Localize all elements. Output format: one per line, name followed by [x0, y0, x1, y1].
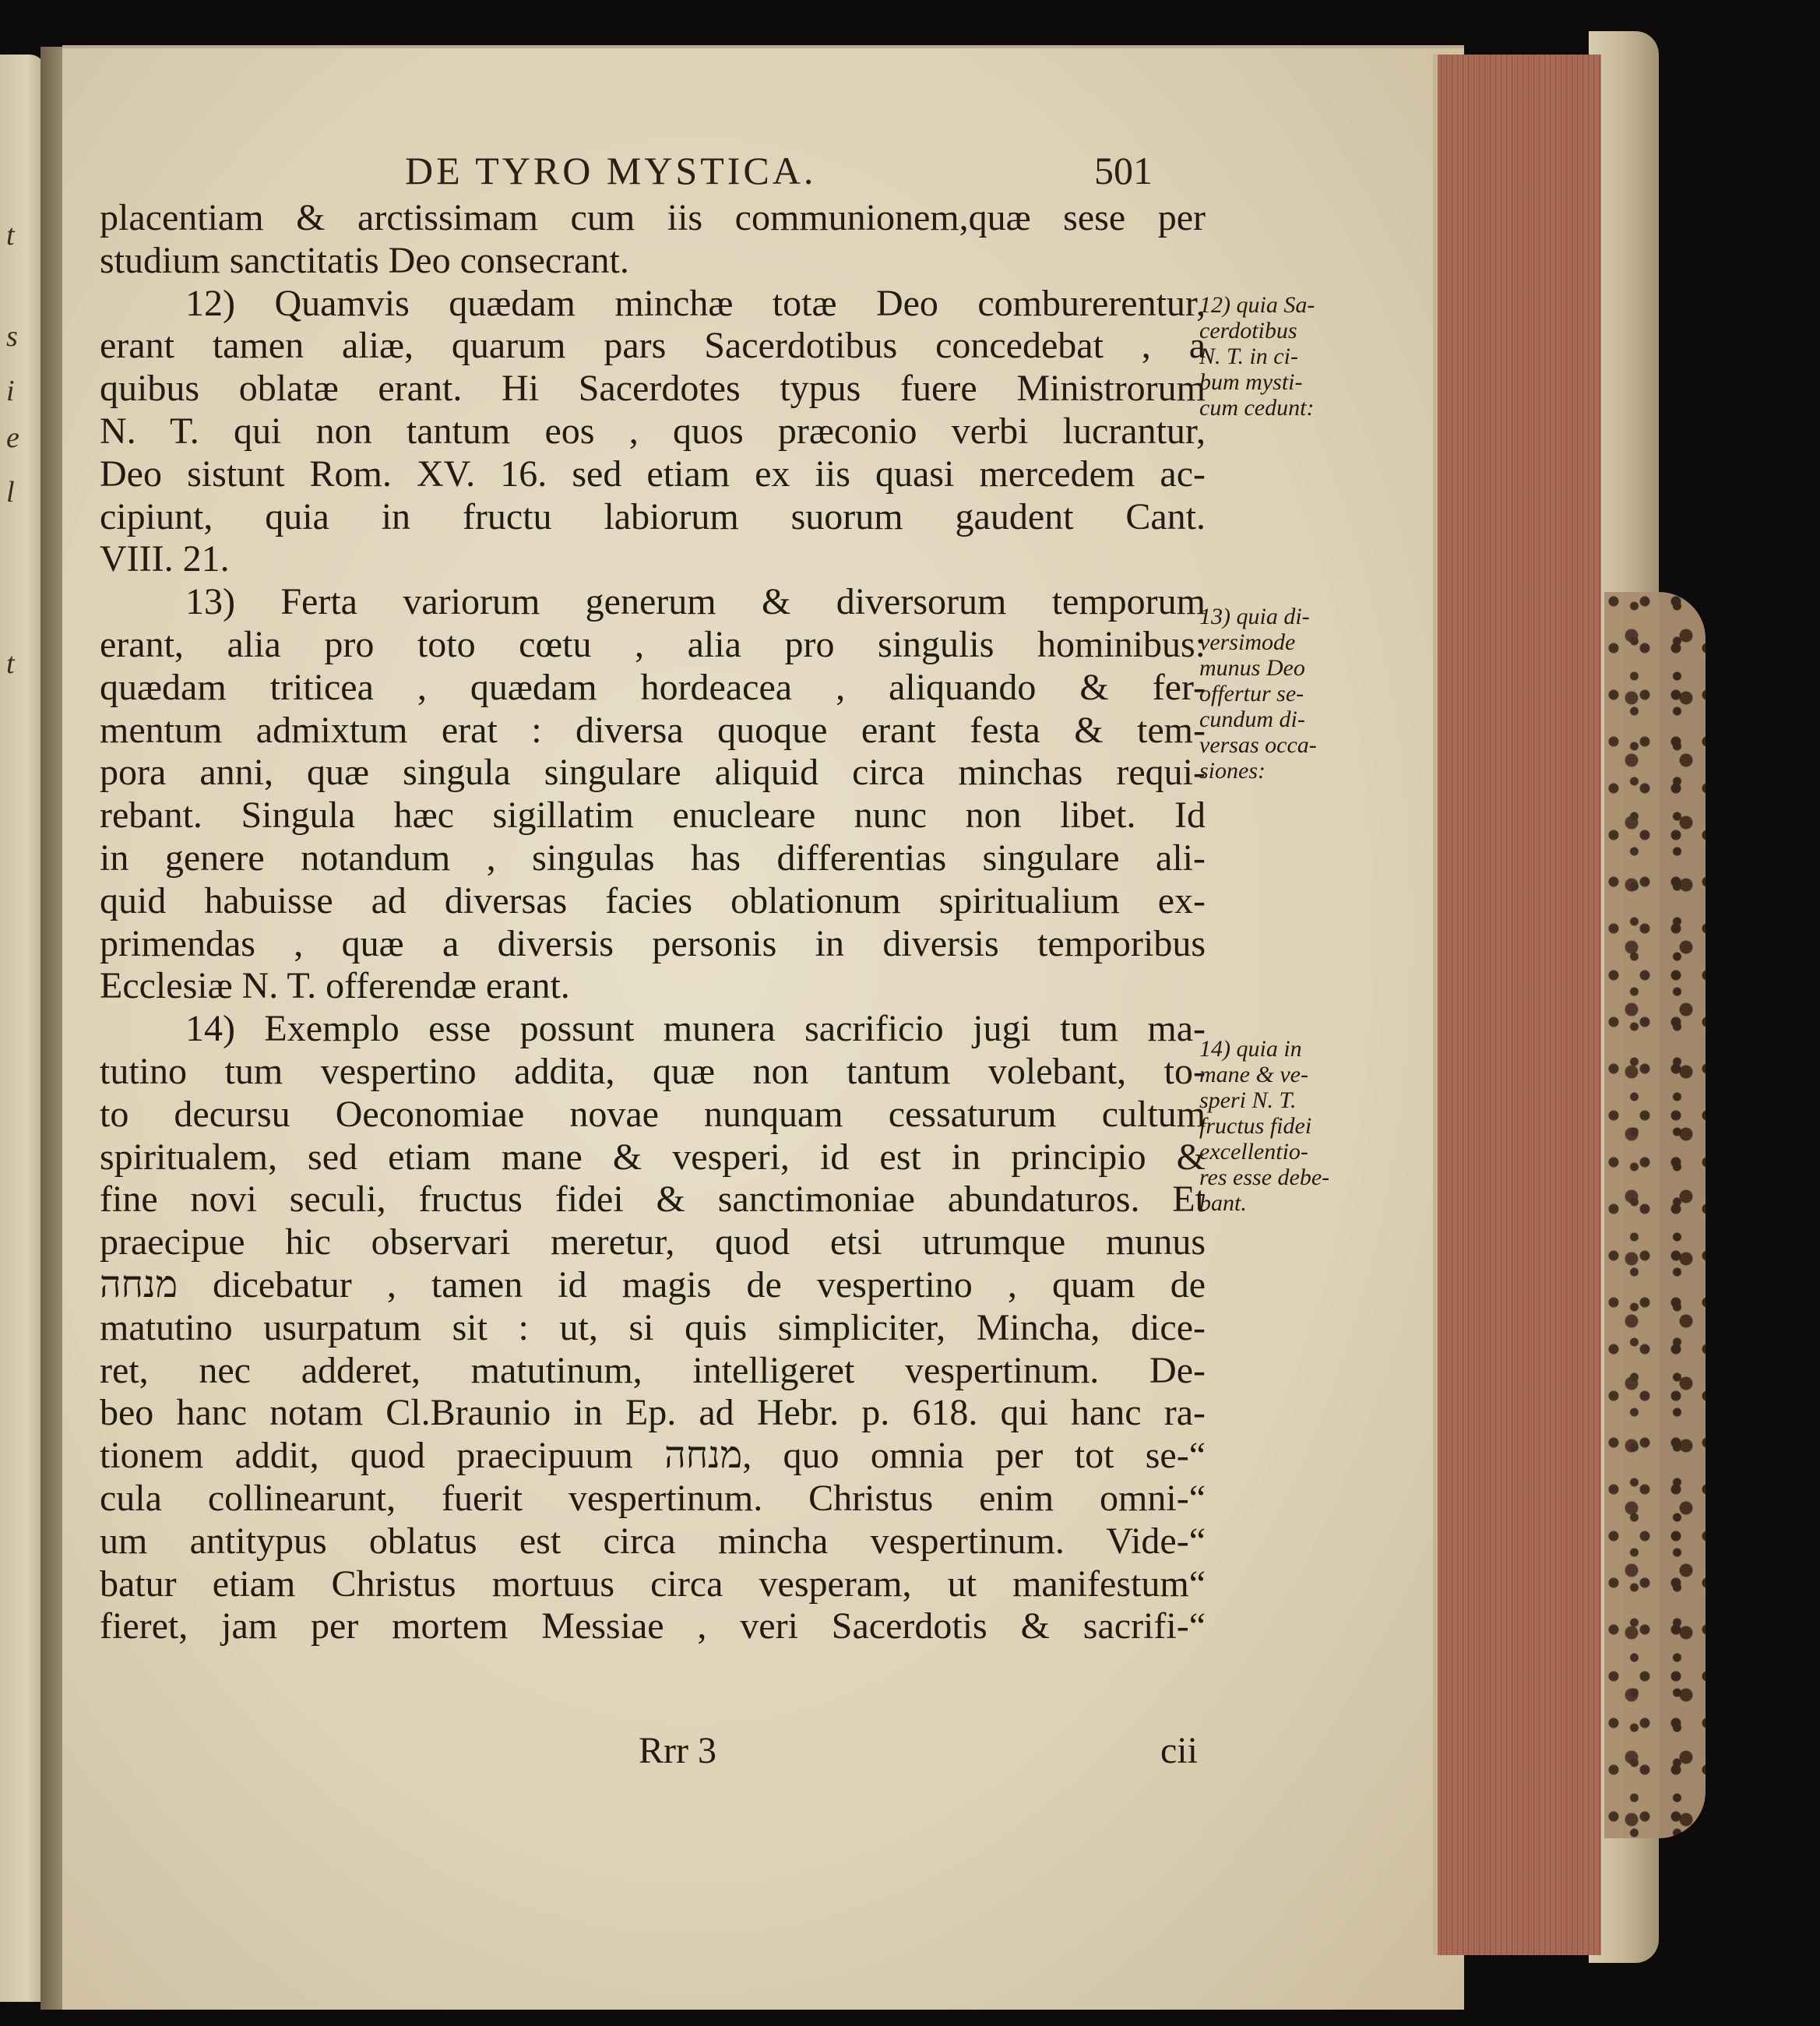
margin-note-line: bant. [1199, 1190, 1247, 1216]
margin-note-13 [1199, 604, 1355, 784]
left-page-letter: i [6, 375, 15, 407]
text-line: quid habuisse ad diversas facies oblationum spiritualium ex- [100, 880, 1206, 921]
margin-note-line: versimode [1199, 629, 1296, 655]
text-line: tutino tum vespertino addita, quæ non tantum volebant, to- [100, 1051, 1206, 1092]
text-line: pora anni, quæ singula singulare aliquid circa minchas requi- [100, 752, 1206, 793]
margin-note-line: 13) quia di- [1199, 604, 1310, 629]
margin-note-line: N. T. in ci- [1199, 344, 1298, 369]
margin-note-line: mane & ve- [1199, 1062, 1308, 1087]
text-line: VIII. 21. [100, 538, 230, 580]
text-line: beo hanc notam Cl.Braunio in Ep. ad Hebr. p. 618. qui hanc ra- [100, 1392, 1206, 1433]
text-line: batur etiam Christus mortuus circa vesperam, ut manifestum“ [100, 1563, 1206, 1605]
text-line: rebant. Singula hæc sigillatim enucleare nunc non libet. Id [100, 795, 1206, 836]
text-line: Deo sistunt Rom. XV. 16. sed etiam ex iis quasi mercedem ac- [100, 453, 1206, 495]
margin-note-line: offertur se- [1199, 681, 1304, 706]
signature-mark: Rrr 3 [639, 1730, 716, 1771]
text-line: 14) Exemplo esse possunt munera sacrificio jugi tum ma- [185, 1008, 1206, 1049]
text-line: spiritualem, sed etiam mane & vesperi, id est in principio & [100, 1136, 1206, 1178]
text-line: fine novi seculi, fructus fidei & sanctimoniae abundaturos. Et [100, 1179, 1206, 1220]
catchword: cii [1160, 1730, 1198, 1771]
text-line: 13) Ferta variorum generum & diversorum temporum [185, 581, 1206, 622]
margin-note-12 [1199, 292, 1355, 421]
text-line: in genere notandum , singulas has differentias singulare ali- [100, 837, 1206, 879]
margin-note-line: cum cedunt: [1199, 395, 1315, 421]
margin-note-line: fructus fidei [1199, 1113, 1312, 1139]
text-line: primendas , quæ a diversis personis in diversis temporibus [100, 923, 1206, 964]
text-line: quibus oblatæ erant. Hi Sacerdotes typus fuere Ministrorum [100, 368, 1206, 409]
text-line: mentum admixtum erat : diversa quoque erant festa & tem- [100, 710, 1206, 751]
text-line: fieret, jam per mortem Messiae , veri Sacerdotis & sacrifi-“ [100, 1605, 1206, 1647]
text-line: matutino usurpatum sit : ut, si quis simpliciter, Mincha, dice- [100, 1307, 1206, 1348]
running-head: DE TYRO MYSTICA. [405, 149, 817, 192]
text-line: erant tamen aliæ, quarum pars Sacerdotibus concedebat , a [100, 325, 1206, 366]
text-line: cula collinearunt, fuerit vespertinum. Christus enim omni-“ [100, 1478, 1206, 1519]
text-line: placentiam & arctissimam cum iis communionem,quæ sese per [100, 197, 1206, 238]
margin-note-line: bum mysti- [1199, 369, 1303, 395]
margin-note-14 [1199, 1036, 1355, 1216]
text-line: ret, nec adderet, matutinum, intelligeret vespertinum. De- [100, 1350, 1206, 1391]
text-line: erant, alia pro toto cœtu , alia pro singulis hominibus: [100, 624, 1206, 665]
margin-note-line: munus Deo [1199, 655, 1305, 681]
text-line: quædam triticea , quædam hordeacea , aliquando & fer- [100, 667, 1206, 708]
page-number: 501 [1094, 149, 1153, 192]
text-line: 12) Quamvis quædam minchæ totæ Deo comburerentur, [185, 283, 1206, 324]
margin-note-line: speri N. T. [1199, 1087, 1297, 1113]
left-page-letter: t [6, 219, 15, 252]
fore-edge-pages [1433, 55, 1601, 1955]
marbled-cover [1604, 592, 1706, 1838]
left-page-letter: t [6, 647, 15, 680]
text-line: praecipue hic observari meretur, quod etsi utrumque munus [100, 1221, 1206, 1263]
left-page-letter: l [6, 476, 15, 509]
margin-note-line: 14) quia in [1199, 1036, 1302, 1062]
margin-note-line: cerdotibus [1199, 318, 1297, 344]
left-facing-page [0, 55, 45, 2002]
margin-note-line: 12) quia Sa- [1199, 292, 1315, 318]
text-line: um antitypus oblatus est circa mincha vespertinum. Vide-“ [100, 1520, 1206, 1562]
margin-note-line: versas occa- [1199, 732, 1317, 758]
margin-note-line: cundum di- [1199, 706, 1305, 732]
margin-note-line: excellentio- [1199, 1139, 1308, 1165]
text-line: Ecclesiæ N. T. offerendæ erant. [100, 965, 570, 1006]
margin-note-line: res esse debe- [1199, 1165, 1330, 1190]
text-line: tionem addit, quod praecipuum מנחה, quo omnia per tot se-“ [100, 1435, 1206, 1476]
left-page-letter: s [6, 320, 18, 353]
text-line: cipiunt, quia in fructu labiorum suorum gaudent Cant. [100, 496, 1206, 537]
left-page-letter: e [6, 421, 19, 454]
text-line: to decursu Oeconomiae novae nunquam cessaturum cultum [100, 1094, 1206, 1135]
text-line: studium sanctitatis Deo consecrant. [100, 240, 629, 281]
text-line: N. T. qui non tantum eos , quos præconio verbi lucrantur, [100, 410, 1206, 452]
text-line: מנחה dicebatur , tamen id magis de vespertino , quam de [100, 1264, 1206, 1305]
margin-note-line: siones: [1199, 758, 1266, 784]
